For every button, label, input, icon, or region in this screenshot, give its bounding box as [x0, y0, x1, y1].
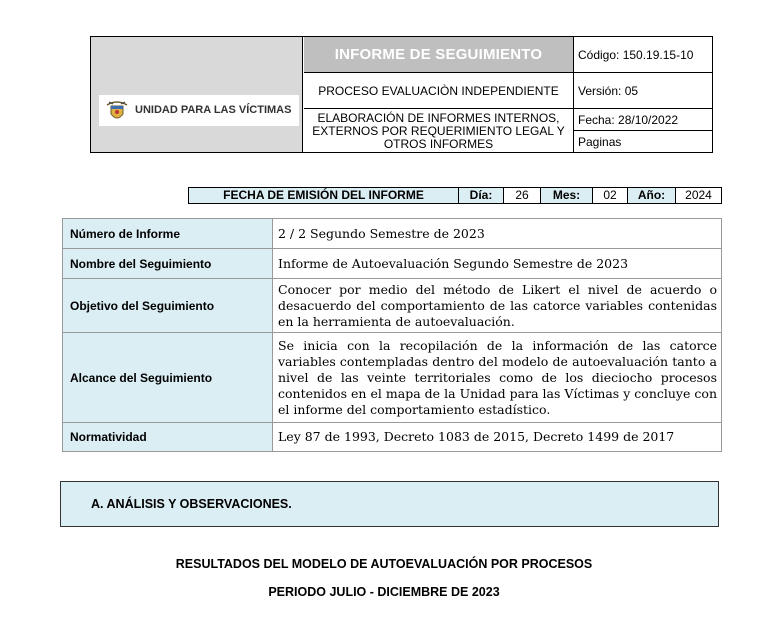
document-code: Código: 150.19.15-10: [574, 37, 712, 73]
document-header: [90, 36, 713, 153]
document-pages: Paginas: [578, 134, 622, 149]
row-value: 2 / 2 Segundo Semestre de 2023: [278, 225, 485, 241]
period-title: PERIODO JULIO - DICIEMBRE DE 2023: [268, 585, 500, 599]
logo-cell: [91, 37, 303, 152]
section-heading: A. ANÁLISIS Y OBSERVACIONES.: [60, 481, 719, 527]
report-title: INFORME DE SEGUIMIENTO: [304, 37, 574, 73]
row-label: Número de Informe: [63, 219, 273, 248]
row-value: Ley 87 de 1993, Decreto 1083 de 2015, Decreto 1499 de 2017: [278, 429, 675, 444]
document-version: Versión: 05: [574, 73, 712, 109]
year-label: Año:: [628, 188, 676, 203]
table-row: [63, 219, 721, 249]
row-value: Conocer por medio del método de Likert el nivel de acuerdo o desacuerdo del comportamiento de las catorce variables contenidas en la herramienta de autoevaluación.: [278, 281, 717, 329]
year-value: 2024: [685, 188, 712, 202]
table-row: [63, 333, 721, 423]
emission-date-row: [188, 187, 722, 204]
row-label: Nombre del Seguimiento: [63, 249, 273, 278]
unit-name: UNIDAD PARA LAS VÍCTIMAS: [135, 104, 292, 116]
process-name: PROCESO EVALUACIÒN INDEPENDIENTE: [304, 73, 574, 109]
table-row: [63, 249, 721, 279]
month-value: 02: [593, 188, 628, 203]
coat-of-arms-icon: [103, 98, 131, 124]
table-row: [63, 423, 721, 451]
report-info-table: [62, 218, 722, 452]
table-row: [63, 279, 721, 333]
document-date: Fecha: 28/10/2022: [574, 109, 712, 131]
results-title: RESULTADOS DEL MODELO DE AUTOEVALUACIÓN POR PROCESOS: [175, 557, 593, 571]
row-value: Informe de Autoevaluación Segundo Semestre de 2023: [278, 255, 629, 271]
row-value: Se inicia con la recopilación de la información de las catorce variables contempladas dentro del modelo de autoevaluación tanto a nivel de las veinte territoriales como de los dieciocho procesos contenidos en el mapa de la Unidad para las Víctimas y concluye con el informe del comportamiento estadístico.: [278, 337, 717, 417]
row-label: Alcance del Seguimiento: [63, 333, 273, 422]
month-label: Mes:: [541, 188, 593, 203]
day-label: Día:: [459, 188, 504, 203]
logo: [99, 95, 299, 126]
row-label: Objetivo del Seguimiento: [63, 279, 273, 332]
emission-label: FECHA DE EMISIÓN DEL INFORME: [189, 188, 459, 203]
day-value: 26: [504, 188, 541, 203]
row-label: Normatividad: [63, 423, 273, 451]
elaboration-text: ELABORACIÓN DE INFORMES INTERNOS, EXTERNOS POR REQUERIMIENTO LEGAL Y OTROS INFORMES: [304, 109, 574, 152]
